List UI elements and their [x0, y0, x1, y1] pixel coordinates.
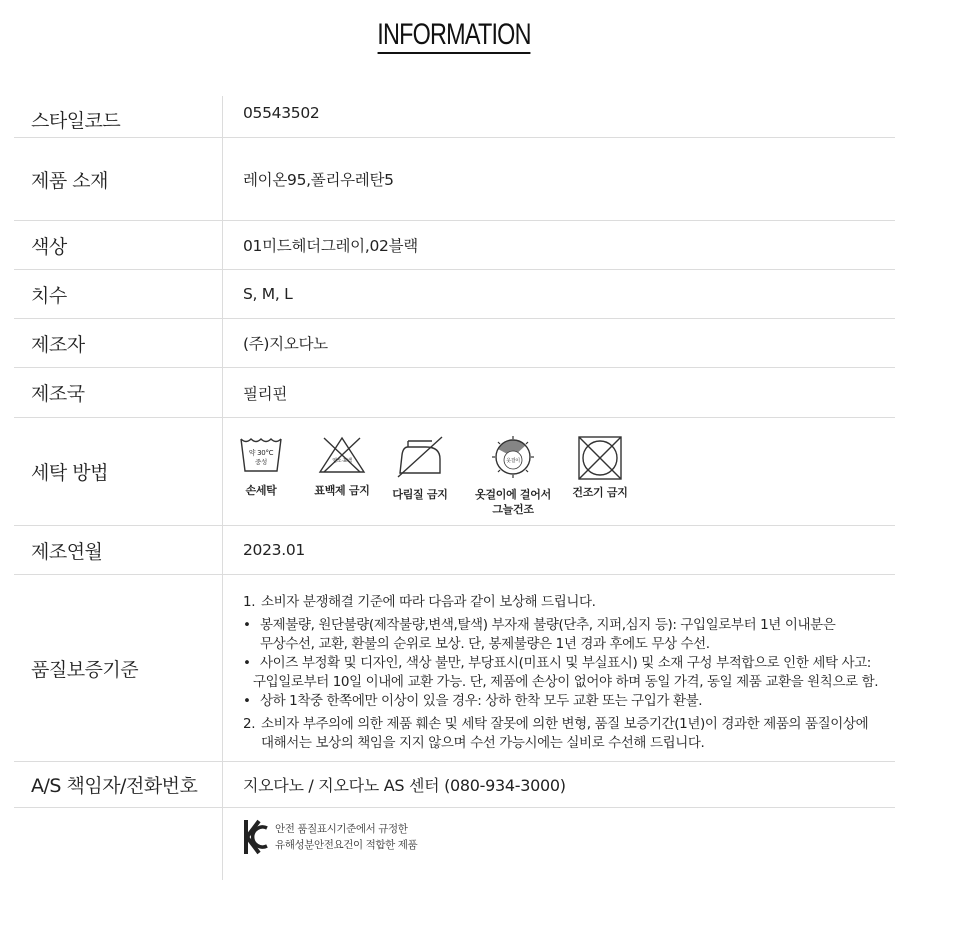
no-iron-icon	[394, 435, 446, 479]
no-tumble-caption: 건조기 금지	[572, 486, 628, 499]
row-color	[14, 221, 895, 270]
no-bleach-icon	[317, 435, 367, 475]
size-label: 치수	[14, 270, 223, 318]
row-manufacturer	[14, 319, 895, 368]
kc-certification	[223, 808, 895, 880]
warranty-item-1	[243, 593, 895, 612]
wash-item-hang-dry	[465, 435, 561, 517]
no-iron-caption: 다림질 금지	[392, 488, 448, 501]
hang-dry-caption-line2: 그늘건조	[492, 503, 534, 516]
hand-wash-temp: 약 30°C	[248, 449, 274, 457]
warranty-item-2-num: 2.	[243, 716, 256, 732]
warranty-bullet-3-line1: 상하 1착중 한쪽에만 이상이 있을 경우: 상하 한착 모두 교환 또는 구입가 환불.	[260, 693, 703, 709]
row-material	[14, 138, 895, 221]
color-label: 색상	[14, 221, 223, 269]
hang-dry-shade-icon	[488, 435, 538, 479]
no-bleach-inner: 염소·표백	[332, 458, 352, 464]
manufacturer-value: (주)지오다노	[243, 335, 328, 353]
no-tumble-dry-icon	[577, 435, 623, 481]
hang-dry-caption	[475, 487, 551, 517]
material-label: 제품 소재	[14, 138, 223, 220]
wash-item-hand	[241, 435, 281, 498]
warranty-bullet-3: • 상하 1착중 한쪽에만 이상이 있을 경우: 상하 한착 모두 교환 또는 구입가 환불.	[243, 692, 895, 711]
info-table	[14, 96, 895, 880]
warranty-item-2	[243, 715, 895, 734]
country-value: 필리핀	[243, 384, 288, 403]
color-value: 01미드헤더그레이,02블랙	[243, 237, 418, 255]
warranty-bullet-1: • 봉제불량, 원단불량(제작불량,변색,탈색) 부자재 불량(단추, 지퍼,심지 등): 구입일로부터 1년 이내분은	[243, 616, 895, 635]
warranty-text	[223, 575, 895, 761]
wash-label: 세탁 방법	[14, 418, 223, 525]
row-warranty	[14, 575, 895, 762]
warranty-bullet-1-line2: 무상수선, 교환, 환불의 순위로 보상. 단, 봉제불량은 1년 경과 후에도 무상 수선.	[260, 636, 710, 652]
style-code-label: 스타일코드	[14, 96, 223, 137]
kc-text-line1: 안전 품질표시기준에서 규정한	[275, 823, 408, 835]
wash-item-no-tumble	[565, 435, 635, 500]
hang-dry-caption-line1: 옷걸이에 걸어서	[475, 488, 551, 501]
row-kc	[14, 808, 895, 880]
hang-dry-inner: 옷걸이	[506, 458, 520, 464]
size-value: S, M, L	[243, 285, 293, 303]
hand-wash-icon	[239, 435, 283, 475]
warranty-bullet-2-line2: 구입일로부터 10일 이내에 교환 가능. 단, 제품에 손상이 없어야 하며 동일 가격, 동일 제품 교환을 원칙으로 함.	[253, 674, 879, 690]
date-label: 제조연월	[14, 526, 223, 574]
style-code-value: 05543502	[243, 104, 320, 122]
manufacturer-label: 제조자	[14, 319, 223, 367]
row-style-code	[14, 96, 895, 138]
warranty-item-1-num: 1.	[243, 594, 256, 610]
wash-icons	[223, 418, 895, 525]
as-label: A/S 책임자/전화번호	[14, 762, 223, 807]
country-label: 제조국	[14, 368, 223, 417]
warranty-bullet-2-line1: 사이즈 부정확 및 디자인, 색상 불만, 부당표시(미표시 및 부실표시) 및 소재 구성 부적합으로 인한 세탁 사고:	[260, 655, 871, 671]
no-bleach-caption: 표백제 금지	[314, 484, 370, 497]
material-value: 레이온95,폴리우레탄5	[243, 171, 394, 189]
wash-item-no-iron	[387, 435, 453, 502]
warranty-label: 품질보증기준	[14, 575, 223, 761]
warranty-item-2-line1: 소비자 부주의에 의한 제품 훼손 및 세탁 잘못에 의한 변형, 품질 보증기간(1년)이 경과한 제품의 품질이상에	[261, 716, 869, 732]
hand-wash-caption: 손세탁	[245, 484, 277, 497]
row-wash	[14, 418, 895, 526]
warranty-bullet-1-line1: 봉제불량, 원단불량(제작불량,변색,탈색) 부자재 불량(단추, 지퍼,심지 등): 구입일로부터 1년 이내분은	[260, 617, 836, 633]
row-as	[14, 762, 895, 808]
as-value: 지오다노 / 지오다노 AS 센터 (080-934-3000)	[243, 776, 566, 795]
hand-wash-neutral: 중성	[255, 458, 267, 466]
wash-item-no-bleach	[301, 435, 383, 498]
kc-mark-icon	[243, 818, 269, 856]
row-date	[14, 526, 895, 575]
page-title: INFORMATION	[100, 18, 808, 52]
kc-text	[275, 821, 417, 853]
warranty-bullet-2: • 사이즈 부정확 및 디자인, 색상 불만, 부당표시(미표시 및 부실표시) 및 소재 구성 부적합으로 인한 세탁 사고:	[243, 654, 895, 673]
kc-text-line2: 유해성분안전요건이 적합한 제품	[275, 839, 418, 851]
warranty-item-2-line2: 대해서는 보상의 책임을 지지 않으며 수선 가능시에는 실비로 수선해 드립니다.	[261, 735, 705, 751]
row-size	[14, 270, 895, 319]
row-country	[14, 368, 895, 418]
date-value: 2023.01	[243, 541, 305, 559]
warranty-item-1-text: 소비자 분쟁해결 기준에 따라 다음과 같이 보상해 드립니다.	[261, 594, 596, 610]
